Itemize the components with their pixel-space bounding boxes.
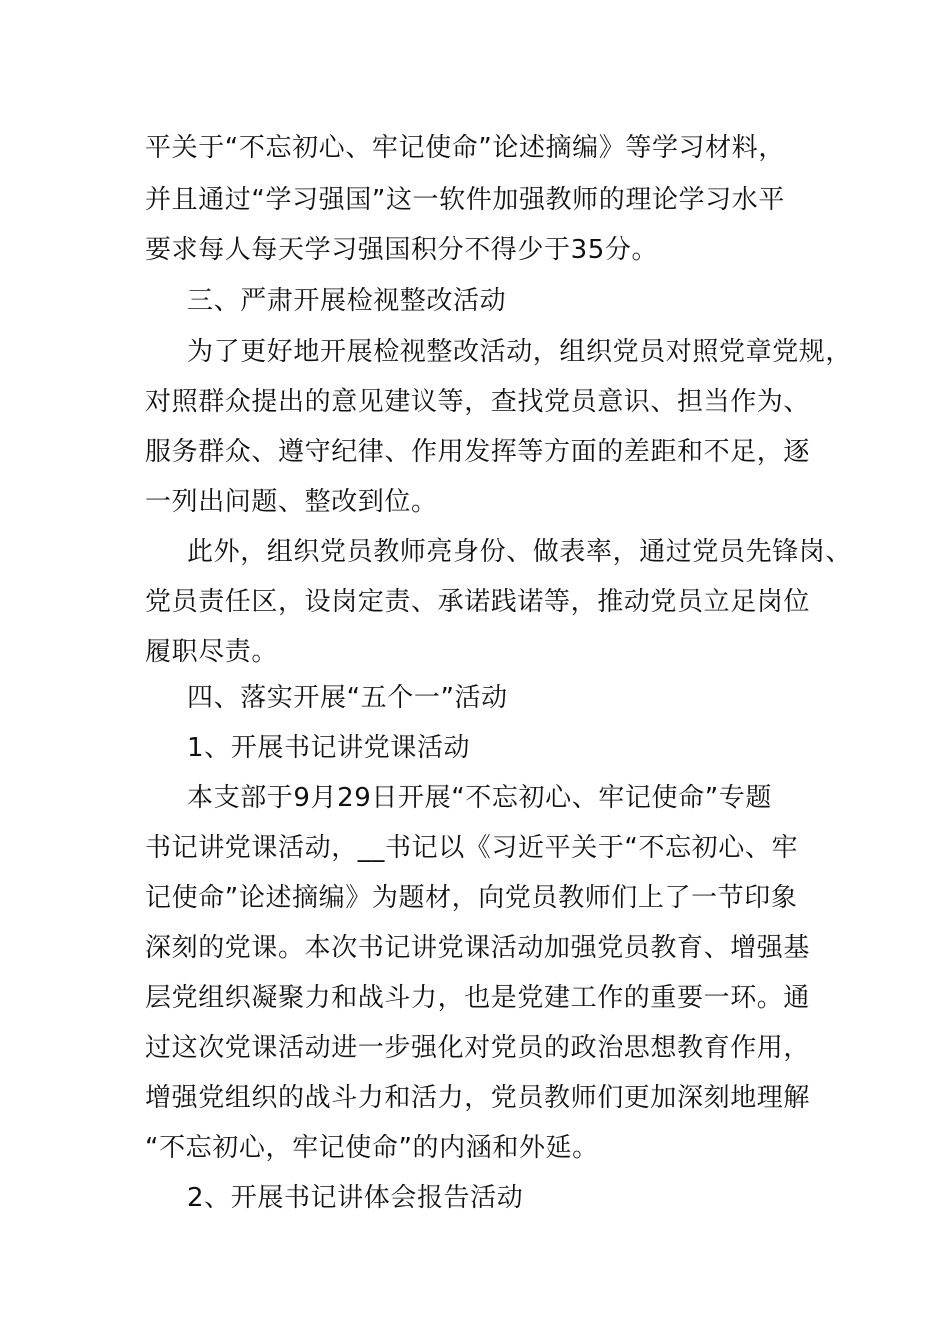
subsection-heading: 2、开展书记讲体会报告活动 bbox=[187, 1183, 524, 1213]
paragraph-line: 本支部于9月29日开展“不忘初心、牢记使命”专题 bbox=[187, 783, 772, 813]
subsection-heading: 1、开展书记讲党课活动 bbox=[187, 733, 471, 763]
paragraph-line: “不忘初心，牢记使命”的内涵和外延。 bbox=[145, 1133, 599, 1163]
paragraph-line: 履职尽责。 bbox=[145, 637, 279, 667]
paragraph-line: 增强党组织的战斗力和活力，党员教师们更加深刻地理解 bbox=[145, 1083, 811, 1113]
paragraph-line: 为了更好地开展检视整改活动，组织党员对照党章党规， bbox=[187, 337, 853, 367]
section-heading: 三、严肃开展检视整改活动 bbox=[187, 286, 507, 316]
paragraph-line: 此外，组织党员教师亮身份、做表率，通过党员先锋岗、 bbox=[187, 537, 853, 567]
paragraph-line: 对照群众提出的意见建议等，查找党员意识、担当作为、 bbox=[145, 387, 811, 417]
paragraph-line: 服务群众、遵守纪律、作用发挥等方面的差距和不足，逐 bbox=[145, 437, 811, 467]
section-heading: 四、落实开展“五个一”活动 bbox=[187, 683, 508, 713]
paragraph-line: 党员责任区，设岗定责、承诺践诺等，推动党员立足岗位 bbox=[145, 587, 811, 617]
paragraph-line: 过这次党课活动进一步强化对党员的政治思想教育作用， bbox=[145, 1033, 811, 1063]
paragraph-line: 平关于“不忘初心、牢记使命”论述摘编》等学习材料， bbox=[145, 133, 785, 163]
paragraph-line: 书记讲党课活动，__书记以《习近平关于“不忘初心、牢 bbox=[145, 833, 799, 863]
paragraph-line: 记使命”论述摘编》为题材，向党员教师们上了一节印象 bbox=[145, 883, 798, 913]
paragraph-line: 层党组织凝聚力和战斗力，也是党建工作的重要一环。通 bbox=[145, 983, 811, 1013]
paragraph-line: 并且通过“学习强国”这一软件加强教师的理论学习水平 bbox=[145, 185, 785, 215]
paragraph-line: 一列出问题、整改到位。 bbox=[145, 487, 438, 517]
paragraph-line: 深刻的党课。本次书记讲党课活动加强党员教育、增强基 bbox=[145, 933, 811, 963]
paragraph-line: 要求每人每天学习强国积分不得少于35分。 bbox=[145, 235, 659, 265]
